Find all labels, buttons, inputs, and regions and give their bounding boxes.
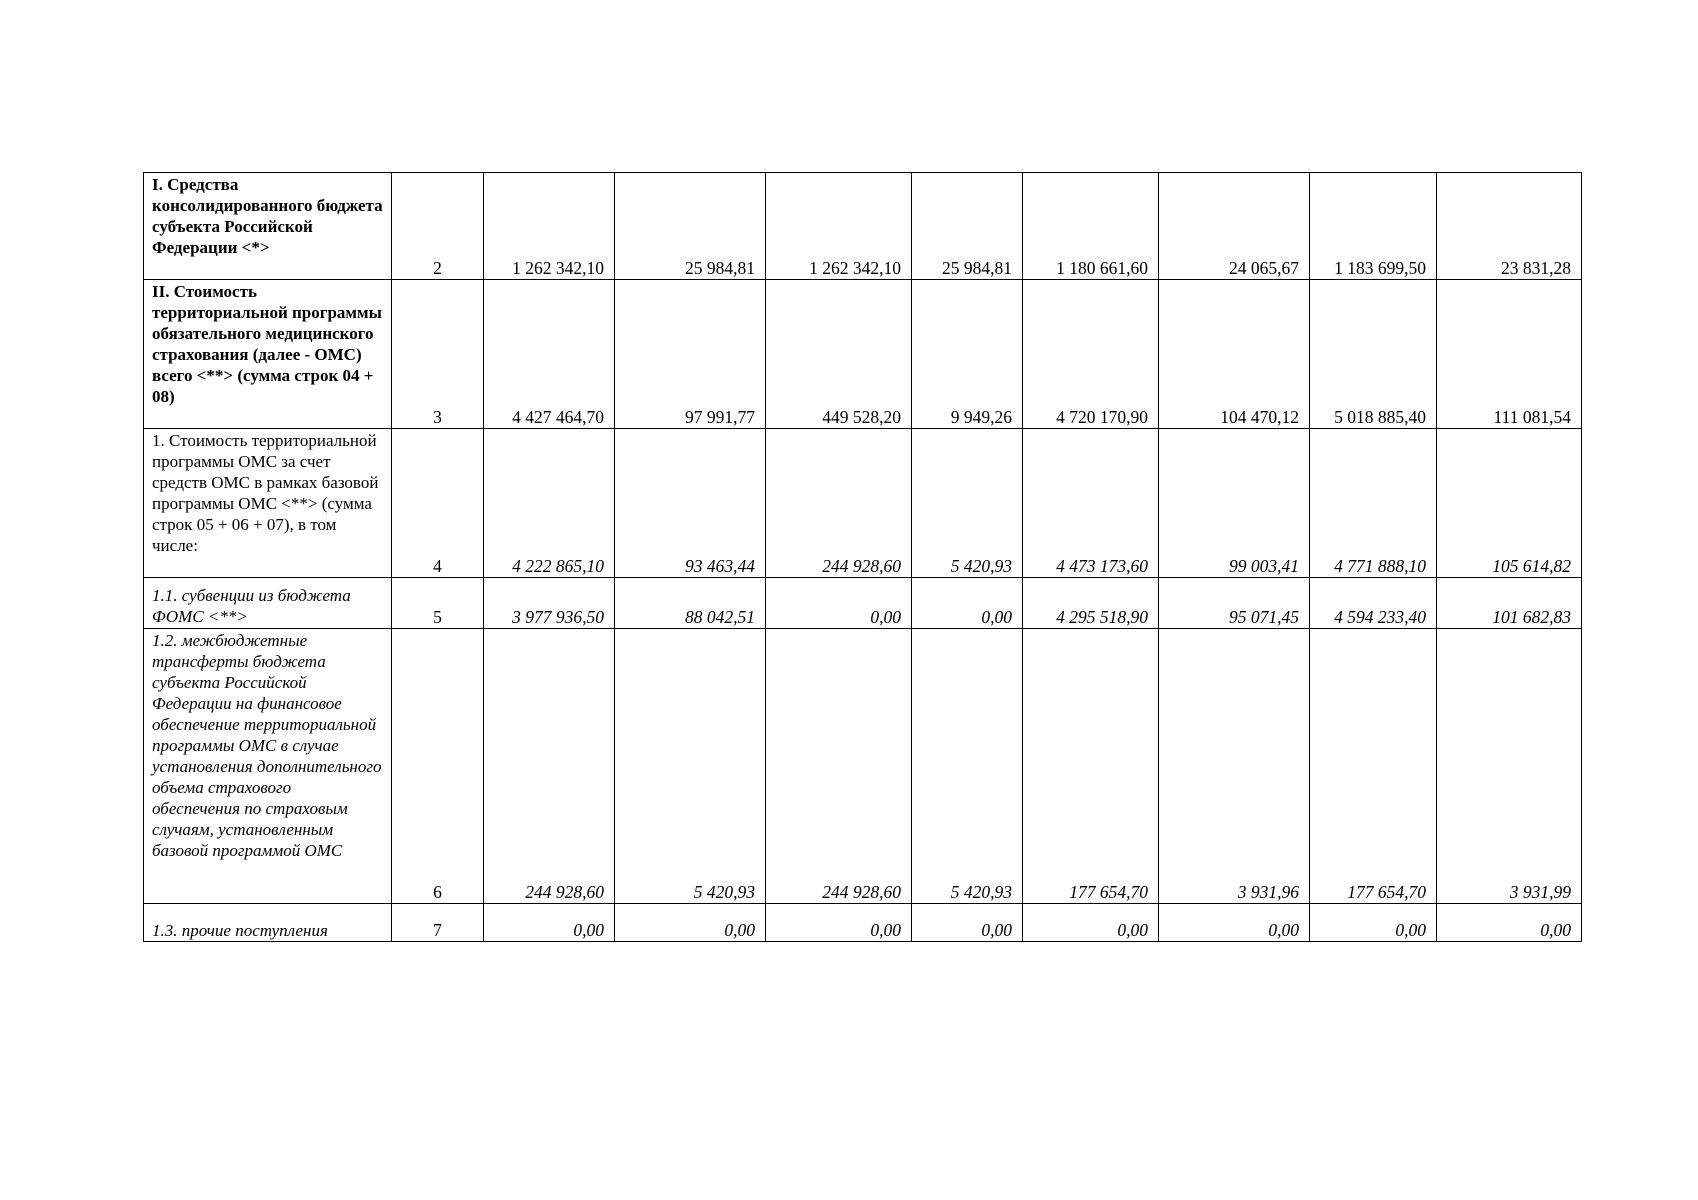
row-label: 1.1. субвенции из бюджета ФОМС <**> xyxy=(144,578,392,629)
row-code: 7 xyxy=(392,904,484,942)
value-cell: 0,00 xyxy=(484,904,615,942)
row-label: 1.3. прочие поступления xyxy=(144,904,392,942)
value-cell: 95 071,45 xyxy=(1159,578,1310,629)
value-cell: 111 081,54 xyxy=(1437,280,1582,429)
value-cell: 0,00 xyxy=(1023,904,1159,942)
value-cell: 97 991,77 xyxy=(615,280,766,429)
value-cell: 1 180 661,60 xyxy=(1023,173,1159,280)
value-cell: 23 831,28 xyxy=(1437,173,1582,280)
table-row xyxy=(144,904,1582,942)
value-cell: 5 420,93 xyxy=(912,629,1023,904)
value-cell: 0,00 xyxy=(766,578,912,629)
row-label: 1.2. межбюджетные трансферты бюджета субъекта Российской Федерации на финансовое обеспечение территориальной программы ОМС в случае установления дополнительного объема страхового обеспечения по страховым случаям, установленным базовой программой ОМС xyxy=(144,629,392,904)
value-cell: 25 984,81 xyxy=(615,173,766,280)
value-cell: 0,00 xyxy=(1437,904,1582,942)
value-cell: 0,00 xyxy=(1159,904,1310,942)
value-cell: 5 420,93 xyxy=(615,629,766,904)
value-cell: 177 654,70 xyxy=(1310,629,1437,904)
value-cell: 244 928,60 xyxy=(766,629,912,904)
value-cell: 4 720 170,90 xyxy=(1023,280,1159,429)
value-cell: 4 427 464,70 xyxy=(484,280,615,429)
row-code: 5 xyxy=(392,578,484,629)
value-cell: 449 528,20 xyxy=(766,280,912,429)
value-cell: 5 420,93 xyxy=(912,429,1023,578)
value-cell: 0,00 xyxy=(912,904,1023,942)
value-cell: 1 183 699,50 xyxy=(1310,173,1437,280)
value-cell: 177 654,70 xyxy=(1023,629,1159,904)
value-cell: 104 470,12 xyxy=(1159,280,1310,429)
value-cell: 88 042,51 xyxy=(615,578,766,629)
table-row xyxy=(144,280,1582,429)
table-row xyxy=(144,629,1582,904)
value-cell: 244 928,60 xyxy=(766,429,912,578)
row-label: II. Стоимость территориальной программы обязательного медицинского страхования (далее - ОМС) всего <**> (сумма строк 04 + 08) xyxy=(144,280,392,429)
value-cell: 25 984,81 xyxy=(912,173,1023,280)
budget-table xyxy=(143,172,1582,942)
value-cell: 3 977 936,50 xyxy=(484,578,615,629)
value-cell: 244 928,60 xyxy=(484,629,615,904)
row-code: 4 xyxy=(392,429,484,578)
row-label: 1. Стоимость территориальной программы ОМС за счет средств ОМС в рамках базовой программы ОМС <**> (сумма строк 05 + 06 + 07), в том числе: xyxy=(144,429,392,578)
value-cell: 4 222 865,10 xyxy=(484,429,615,578)
value-cell: 101 682,83 xyxy=(1437,578,1582,629)
row-label: I. Средства консолидированного бюджета субъекта Российской Федерации <*> xyxy=(144,173,392,280)
value-cell: 99 003,41 xyxy=(1159,429,1310,578)
value-cell: 4 594 233,40 xyxy=(1310,578,1437,629)
table-row xyxy=(144,173,1582,280)
value-cell: 4 473 173,60 xyxy=(1023,429,1159,578)
value-cell: 105 614,82 xyxy=(1437,429,1582,578)
value-cell: 5 018 885,40 xyxy=(1310,280,1437,429)
value-cell: 3 931,96 xyxy=(1159,629,1310,904)
value-cell: 4 771 888,10 xyxy=(1310,429,1437,578)
value-cell: 4 295 518,90 xyxy=(1023,578,1159,629)
table-row xyxy=(144,429,1582,578)
value-cell: 93 463,44 xyxy=(615,429,766,578)
table-row xyxy=(144,578,1582,629)
value-cell: 3 931,99 xyxy=(1437,629,1582,904)
value-cell: 24 065,67 xyxy=(1159,173,1310,280)
value-cell: 0,00 xyxy=(1310,904,1437,942)
value-cell: 1 262 342,10 xyxy=(766,173,912,280)
row-code: 2 xyxy=(392,173,484,280)
row-code: 6 xyxy=(392,629,484,904)
value-cell: 0,00 xyxy=(615,904,766,942)
value-cell: 0,00 xyxy=(912,578,1023,629)
budget-table-body xyxy=(144,173,1582,942)
value-cell: 9 949,26 xyxy=(912,280,1023,429)
row-code: 3 xyxy=(392,280,484,429)
value-cell: 0,00 xyxy=(766,904,912,942)
value-cell: 1 262 342,10 xyxy=(484,173,615,280)
